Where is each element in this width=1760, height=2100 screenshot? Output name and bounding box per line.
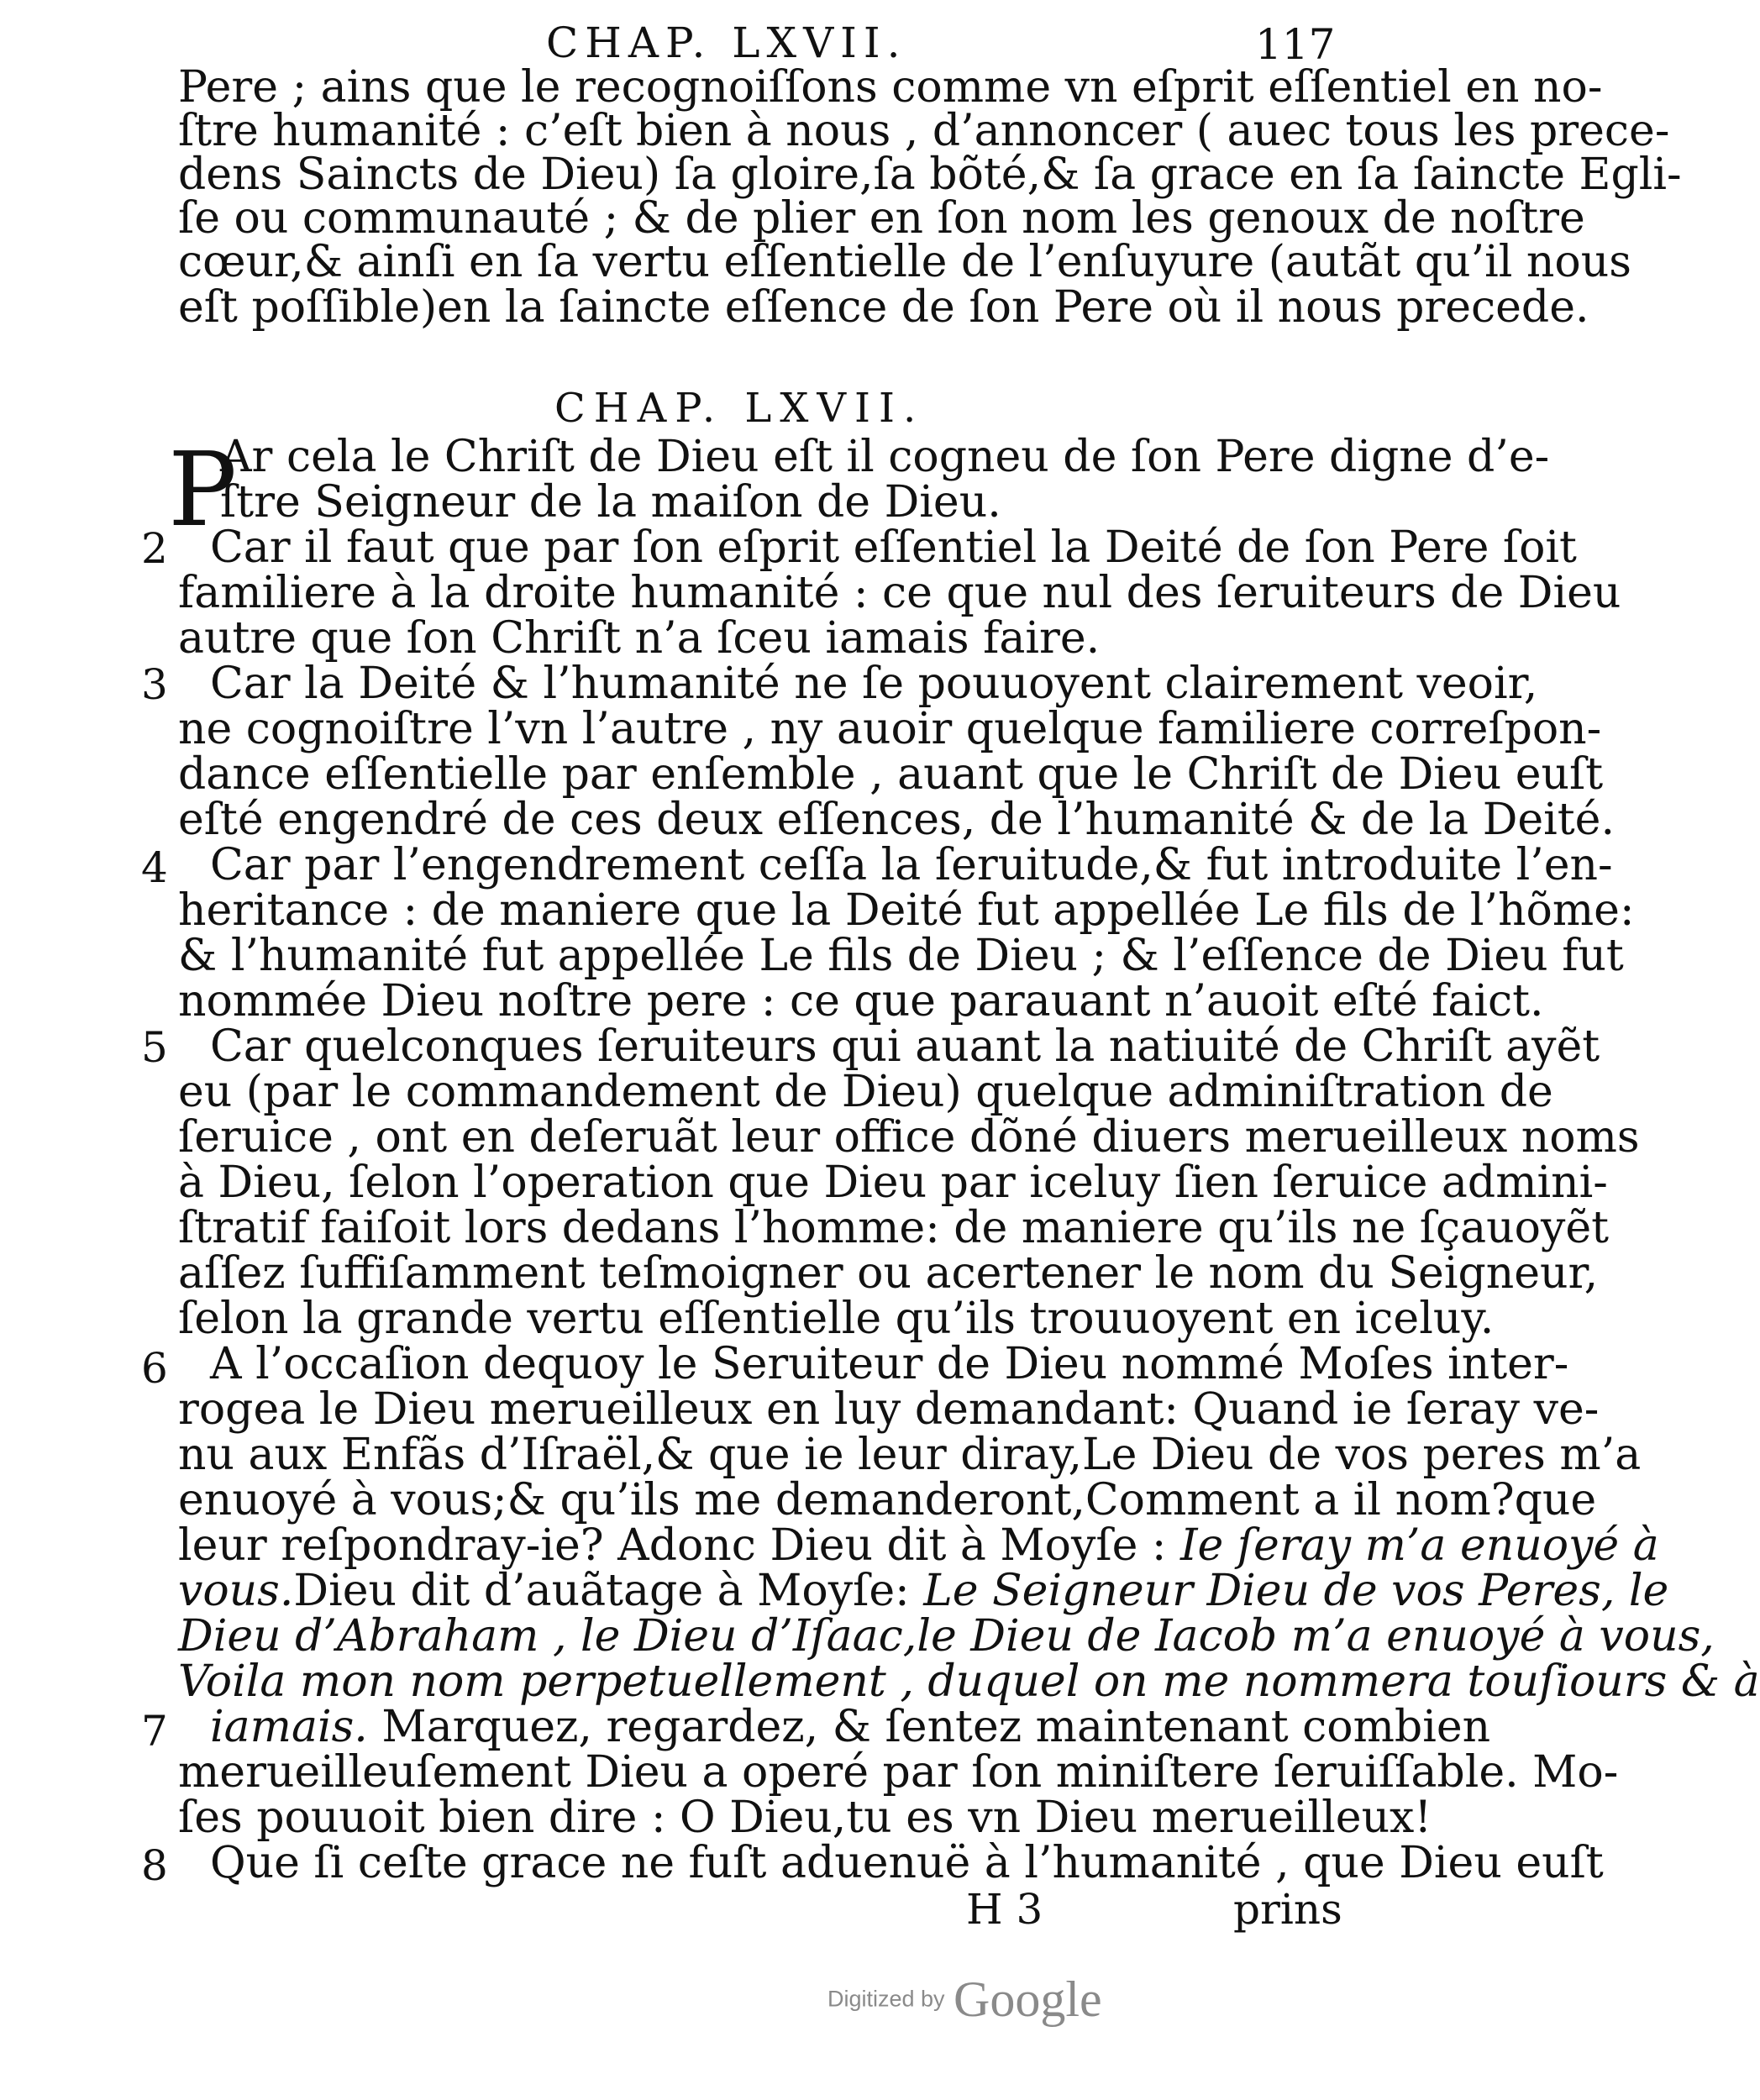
google-logo: Google	[954, 1971, 1102, 2027]
verse-number: 7	[141, 1707, 168, 1756]
signature-mark: H 3	[966, 1885, 1043, 1934]
text-line: Car il faut que par ſon eſprit eſſentiel la Deité de ſon Pere ſoit	[210, 522, 1577, 573]
text-line: Que ſi ceſte grace ne fuſt aduenuë à l’humanité , que Dieu euſt	[210, 1838, 1604, 1888]
text-line: Dieu d’Abraham , le Dieu d’Iſaac,le Dieu de Iacob m’a enuoyé à vous,	[178, 1611, 1715, 1662]
verse-number: 8	[141, 1841, 168, 1890]
google-watermark	[827, 1971, 1102, 2027]
italic-run: vous.	[178, 1566, 294, 1616]
text-line: ſeruice , ont en deſeruãt leur office dõné diuers merueilleux noms	[178, 1112, 1640, 1163]
text-line: ne cognoiſtre l’vn l’autre , ny auoir quelque familiere correſpon-	[178, 704, 1602, 754]
verse-number: 3	[141, 660, 168, 709]
text-line: dens Saincts de Dieu) ſa gloire,ſa bõté,& ſa grace en ſa ſaincte Egli-	[178, 150, 1682, 200]
text-line: eſt poſſible)en la ſaincte eſſence de ſon Pere où il nous precede.	[178, 282, 1589, 333]
text-line: enuoyé à vous;& qu’ils me demanderont,Comment a il nom?que	[178, 1475, 1597, 1525]
text-line: rogea le Dieu merueilleux en luy demandant: Quand ie ſeray ve-	[178, 1384, 1600, 1435]
catchword: prins	[1233, 1885, 1342, 1934]
text-line: Car quelconques ſeruiteurs qui auant la natiuité de Chriſt ayẽt	[210, 1021, 1600, 1072]
verse-number: 2	[141, 524, 168, 573]
text-line: ſtratif faiſoit lors dedans l’homme: de maniere qu’ils ne ſçauoyẽt	[178, 1203, 1609, 1253]
running-title: CHAP. LXVII.	[546, 18, 907, 67]
text-line: Ar cela le Chriſt de Dieu eſt il cogneu de ſon Pere digne d’e-	[220, 432, 1550, 482]
text-line-mixed	[178, 1566, 1669, 1616]
text-line: nu aux Enfãs d’Iſraël,& que ie leur diray,Le Dieu de vos peres m’a	[178, 1430, 1642, 1480]
text-line: ſelon la grande vertu eſſentielle qu’ils trouuoyent en iceluy.	[178, 1294, 1495, 1344]
text-run: Dieu dit d’auãtage à Moyſe:	[293, 1566, 924, 1616]
text-line-mixed	[210, 1702, 1491, 1752]
text-line: heritance : de maniere que la Deité fut appellée Le fils de l’hõme:	[178, 885, 1635, 936]
text-line: A l’occaſion dequoy le Seruiteur de Dieu nommé Moſes inter-	[210, 1339, 1569, 1389]
text-line: nommée Dieu noſtre pere : ce que parauant n’auoit eſté faict.	[178, 976, 1544, 1026]
text-line: Pere ; ains que le recognoiſſons comme vn eſprit eſſentiel en no-	[178, 62, 1603, 113]
text-line: eſté engendré de ces deux eſſences, de l’humanité & de la Deité.	[178, 795, 1615, 845]
text-run: leur reſpondray-ie? Adonc Dieu dit à Moyſe :	[178, 1520, 1180, 1571]
text-line: dance eſſentielle par enſemble , auant que le Chriſt de Dieu euſt	[178, 749, 1604, 800]
text-run: Marquez, regardez, & ſentez maintenant combien	[381, 1702, 1491, 1752]
text-line: eu (par le commandement de Dieu) quelque adminiſtration de	[178, 1067, 1553, 1117]
chapter-heading: CHAP. LXVII.	[554, 385, 925, 432]
text-line: Car la Deité & l’humanité ne ſe pouuoyent clairement veoir,	[210, 659, 1538, 709]
text-line: ſtre humanité : c’eſt bien à nous , d’annoncer ( auec tous les prece-	[178, 106, 1670, 156]
page-number: 117	[1255, 20, 1336, 69]
text-line: ſe ou communauté ; & de plier en ſon nom les genoux de noſtre	[178, 193, 1585, 244]
text-line: à Dieu, ſelon l’operation que Dieu par iceluy ſien ſeruice admini-	[178, 1158, 1608, 1208]
text-line: ſtre Seigneur de la maiſon de Dieu.	[220, 477, 1001, 528]
text-line: merueilleuſement Dieu a operé par ſon miniſtere ſeruiſſable. Mo-	[178, 1747, 1619, 1798]
text-line: & l’humanité fut appellée Le fils de Dieu ; & l’eſſence de Dieu fut	[178, 931, 1624, 981]
text-line: ſes pouuoit bien dire : O Dieu,tu es vn Dieu merueilleux!	[178, 1793, 1432, 1843]
text-line: familiere à la droite humanité : ce que nul des ſeruiteurs de Dieu	[178, 568, 1621, 618]
verse-number: 4	[141, 843, 168, 892]
drop-cap: P	[168, 430, 238, 549]
text-line: autre que ſon Chriſt n’a ſceu iamais faire.	[178, 613, 1101, 664]
italic-run: Le Seigneur Dieu de vos Peres, le	[923, 1566, 1669, 1616]
verse-number: 6	[141, 1344, 168, 1393]
italic-run: Ie ſeray m’a enuoyé à	[1179, 1520, 1659, 1571]
italic-run: iamais.	[210, 1702, 368, 1752]
text-line: aſſez ſuffiſamment teſmoigner ou acertener le nom du Seigneur,	[178, 1248, 1599, 1299]
watermark-prefix: Digitized by	[827, 1986, 945, 2012]
text-line: Voila mon nom perpetuellement , duquel on me nommera touſiours & à	[178, 1656, 1760, 1707]
verse-number: 5	[141, 1023, 168, 1072]
text-line: Car par l’engendrement ceſſa la ſeruitude,& fut introduite l’en-	[210, 840, 1613, 890]
text-line: cœur,& ainſi en ſa vertu eſſentielle de l’enſuyure (autãt qu’il nous	[178, 237, 1631, 287]
text-line-mixed	[178, 1520, 1659, 1571]
